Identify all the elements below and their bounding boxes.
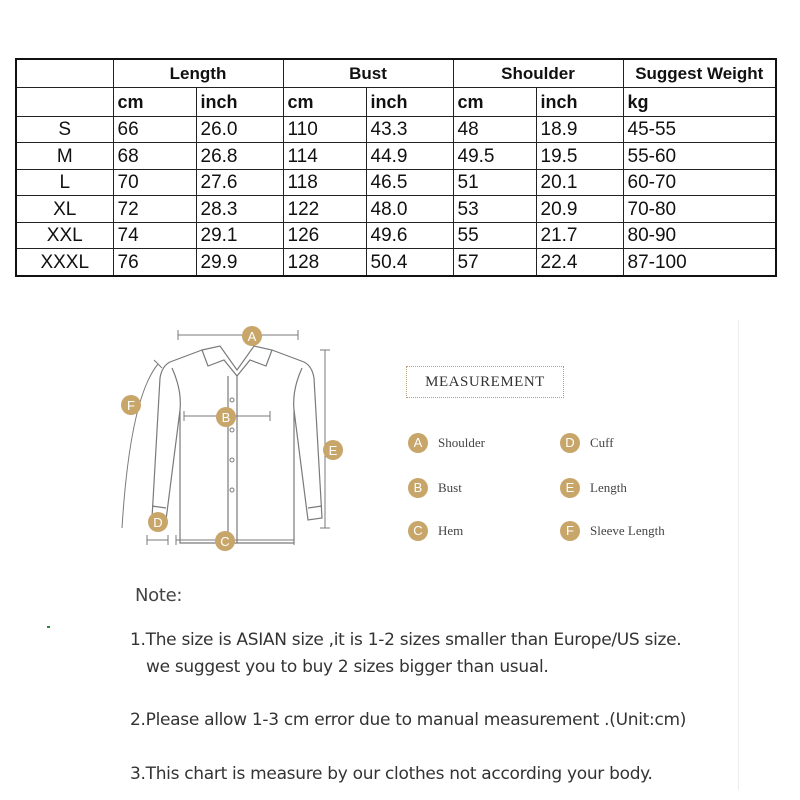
table-cell: 110 [283,117,366,143]
table-cell: 60-70 [623,169,776,195]
table-cell: 43.3 [366,117,453,143]
legend-label: Shoulder [438,435,485,450]
table-cell: 20.1 [536,169,623,195]
corner-cell [16,59,113,88]
legend-item-sleeve-length [560,520,665,542]
table-row [16,117,776,143]
shirt-outline [152,346,322,543]
table-cell: 68 [113,143,196,169]
table-cell: 49.5 [453,143,536,169]
legend-badge: F [560,521,580,541]
badge-a-label: A [247,329,257,344]
table-group-header-row [16,59,776,88]
table-cell: 18.9 [536,117,623,143]
badge-c [215,531,235,551]
table-cell: 128 [283,249,366,276]
size-label: XXL [16,222,113,248]
table-cell: 26.8 [196,143,283,169]
legend-label: Hem [438,523,464,538]
table-cell: 70 [113,169,196,195]
header-length: Length [113,59,283,88]
table-cell: 87-100 [623,249,776,276]
unit-header: cm [283,88,366,117]
table-row [16,196,776,222]
size-chart-table [15,58,777,277]
legend-item-cuff [560,432,614,454]
header-bust: Bust [283,59,453,88]
table-cell: 27.6 [196,169,283,195]
table-cell: 29.1 [196,222,283,248]
table-row [16,143,776,169]
note-line-1b: we suggest you to buy 2 sizes bigger than usual. [146,657,549,677]
unit-header: cm [453,88,536,117]
note-title: Note: [135,585,183,606]
table-cell: 66 [113,117,196,143]
header-suggest-weight: Suggest Weight [623,59,776,88]
decorative-tick [47,626,50,628]
table-cell: 126 [283,222,366,248]
table-cell: 48 [453,117,536,143]
badge-f [121,395,141,415]
badge-b [216,407,236,427]
table-cell: 55 [453,222,536,248]
legend-item-hem [408,520,463,542]
legend-badge: A [408,433,428,453]
badge-e [323,440,343,460]
badge-c-label: C [220,534,230,549]
unit-header: cm [113,88,196,117]
size-label: L [16,169,113,195]
corner-cell-2 [16,88,113,117]
table-cell: 44.9 [366,143,453,169]
legend-badge: B [408,478,428,498]
size-label: M [16,143,113,169]
legend-item-bust [408,477,462,499]
table-cell: 49.6 [366,222,453,248]
table-cell: 26.0 [196,117,283,143]
table-cell: 19.5 [536,143,623,169]
table-cell: 80-90 [623,222,776,248]
table-cell: 72 [113,196,196,222]
note-line-1: 1.The size is ASIAN size ,it is 1-2 sizes smaller than Europe/US size. [130,630,682,650]
table-row [16,222,776,248]
table-cell: 20.9 [536,196,623,222]
table-cell: 122 [283,196,366,222]
legend-item-shoulder [408,432,485,454]
table-cell: 53 [453,196,536,222]
table-cell: 22.4 [536,249,623,276]
table-cell: 21.7 [536,222,623,248]
legend-label: Length [590,480,627,495]
shirt-diagram [110,318,370,558]
table-cell: 74 [113,222,196,248]
table-unit-header-row [16,88,776,117]
table-cell: 48.0 [366,196,453,222]
legend-label: Sleeve Length [590,523,665,538]
badge-d [148,512,168,532]
measurement-title: MEASUREMENT [406,366,564,398]
size-label: XL [16,196,113,222]
badge-e-label: E [328,443,338,458]
table-cell: 57 [453,249,536,276]
badge-f-label: F [127,398,135,413]
legend-badge: E [560,478,580,498]
table-row [16,249,776,276]
table-cell: 70-80 [623,196,776,222]
unit-header: kg [623,88,776,117]
table-cell: 50.4 [366,249,453,276]
legend-badge: D [560,433,580,453]
table-cell: 76 [113,249,196,276]
legend-label: Bust [438,480,462,495]
table-cell: 118 [283,169,366,195]
table-cell: 51 [453,169,536,195]
legend-item-length [560,477,627,499]
header-shoulder: Shoulder [453,59,623,88]
legend-label: Cuff [590,435,614,450]
table-cell: 55-60 [623,143,776,169]
unit-header: inch [366,88,453,117]
table-cell: 28.3 [196,196,283,222]
table-cell: 114 [283,143,366,169]
size-label: S [16,117,113,143]
divider-line [738,320,739,790]
note-line-2: 2.Please allow 1-3 cm error due to manual measurement .(Unit:cm) [130,710,687,730]
table-row [16,169,776,195]
note-line-3: 3.This chart is measure by our clothes not according your body. [130,764,653,784]
badge-a [242,326,262,346]
size-label: XXXL [16,249,113,276]
table-cell: 46.5 [366,169,453,195]
table-cell: 45-55 [623,117,776,143]
badge-d-label: D [153,515,163,530]
unit-header: inch [196,88,283,117]
unit-header: inch [536,88,623,117]
badge-b-label: B [221,410,231,425]
legend-badge: C [408,521,428,541]
table-cell: 29.9 [196,249,283,276]
